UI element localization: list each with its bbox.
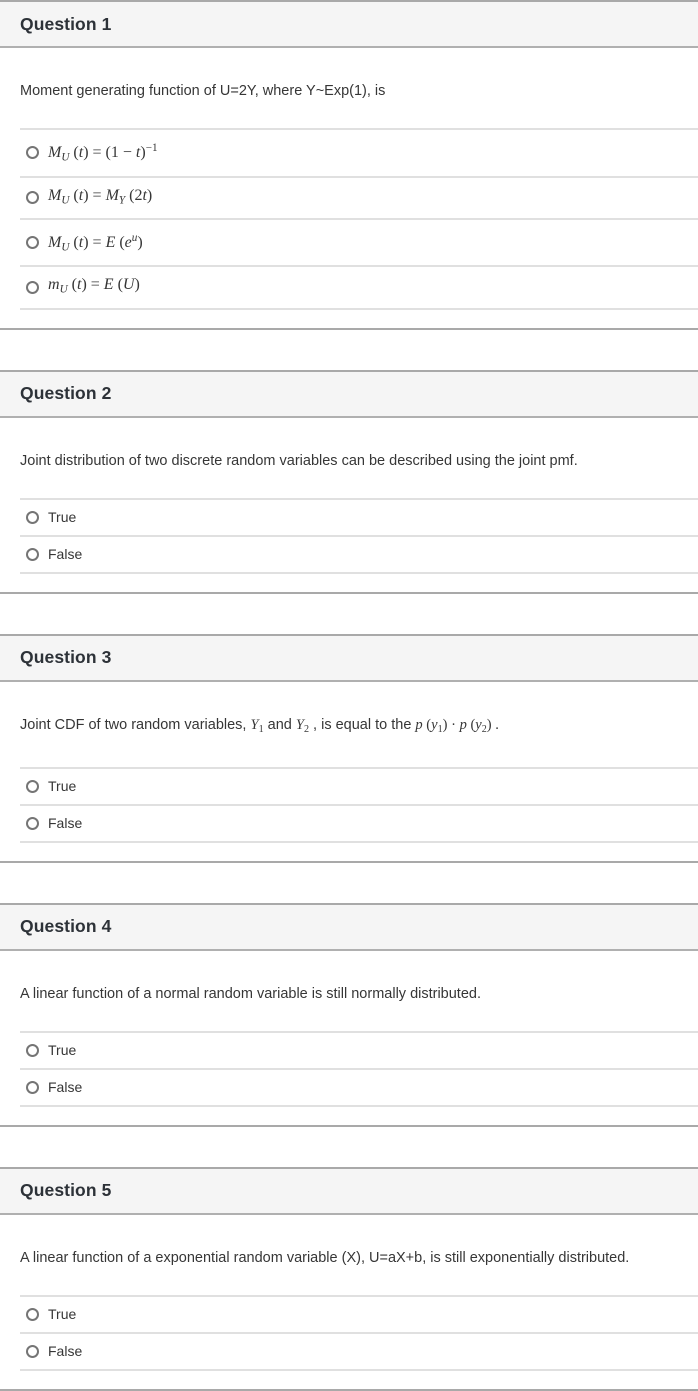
question-card-2 <box>0 370 698 594</box>
answer-option-false[interactable] <box>20 804 698 841</box>
answer-label: True <box>48 509 77 526</box>
radio-button[interactable] <box>26 1044 39 1057</box>
question-title: Question 3 <box>20 647 112 668</box>
radio-button[interactable] <box>26 146 39 159</box>
answer-option[interactable] <box>20 176 698 218</box>
answer-label: True <box>48 1306 77 1323</box>
answer-label: False <box>48 815 83 832</box>
question-card-3 <box>0 634 698 863</box>
answer-options <box>20 1295 698 1371</box>
question-title: Question 1 <box>20 13 112 34</box>
answer-option-false[interactable] <box>20 1332 698 1369</box>
radio-button[interactable] <box>26 548 39 561</box>
radio-button[interactable] <box>26 236 39 249</box>
answer-option-true[interactable] <box>20 498 698 535</box>
answer-label: False <box>48 546 83 563</box>
question-text: Joint CDF of two random variables, $Y_1$ and $Y_2$ , is equal to the p $(y_1) \cdot p$ $(y_2)$ . <box>20 716 499 735</box>
question-header <box>0 2 698 48</box>
answer-label: $M_U$ $(t) = M_Y$ (2t) <box>48 186 153 206</box>
question-text: A linear function of a normal random variable is still normally distributed. <box>20 985 481 1002</box>
question-body <box>0 418 698 592</box>
answer-option[interactable] <box>20 218 698 266</box>
question-card-1 <box>0 0 698 330</box>
question-card-5 <box>0 1167 698 1391</box>
answer-options <box>20 498 698 574</box>
answer-label: False <box>48 1343 83 1360</box>
answer-label: $m_U$ (t) = E (U) <box>48 276 140 296</box>
question-title: Question 5 <box>20 1180 112 1201</box>
question-header <box>0 905 698 951</box>
question-text: Moment generating function of U=2Y, where Y~Exp(1), is <box>20 83 386 99</box>
answer-label: $M_U$ $(t) = (1 - t)^{-1}$ <box>48 142 158 164</box>
answer-label: True <box>48 1042 77 1059</box>
radio-button[interactable] <box>26 817 39 830</box>
radio-button[interactable] <box>26 1308 39 1321</box>
answer-option-false[interactable] <box>20 1068 698 1105</box>
radio-button[interactable] <box>26 1345 39 1358</box>
answer-options <box>20 767 698 843</box>
answer-label: True <box>48 778 77 795</box>
radio-button[interactable] <box>26 281 39 294</box>
answer-label: $M_U$ (t) = E $(e^u)$ <box>48 231 143 254</box>
question-card-4 <box>0 903 698 1127</box>
question-header <box>0 372 698 418</box>
radio-button[interactable] <box>26 511 39 524</box>
answer-options <box>20 128 698 310</box>
answer-options <box>20 1031 698 1107</box>
answer-option-true[interactable] <box>20 1295 698 1332</box>
radio-button[interactable] <box>26 780 39 793</box>
question-title: Question 2 <box>20 383 112 404</box>
question-header <box>0 1169 698 1215</box>
question-text: Joint distribution of two discrete random variables can be described using the joint pmf. <box>20 452 578 469</box>
answer-label: False <box>48 1079 83 1096</box>
answer-option-true[interactable] <box>20 1031 698 1068</box>
radio-button[interactable] <box>26 191 39 204</box>
question-text: A linear function of a exponential random variable (X), U=aX+b, is still exponentially distributed. <box>20 1249 630 1266</box>
answer-option[interactable] <box>20 265 698 307</box>
answer-option[interactable] <box>20 128 698 176</box>
answer-option-true[interactable] <box>20 767 698 804</box>
question-body <box>0 951 698 1125</box>
answer-option-false[interactable] <box>20 535 698 572</box>
question-body <box>0 682 698 861</box>
question-body <box>0 48 698 328</box>
question-title: Question 4 <box>20 916 112 937</box>
radio-button[interactable] <box>26 1081 39 1094</box>
question-header <box>0 636 698 682</box>
question-body <box>0 1215 698 1389</box>
